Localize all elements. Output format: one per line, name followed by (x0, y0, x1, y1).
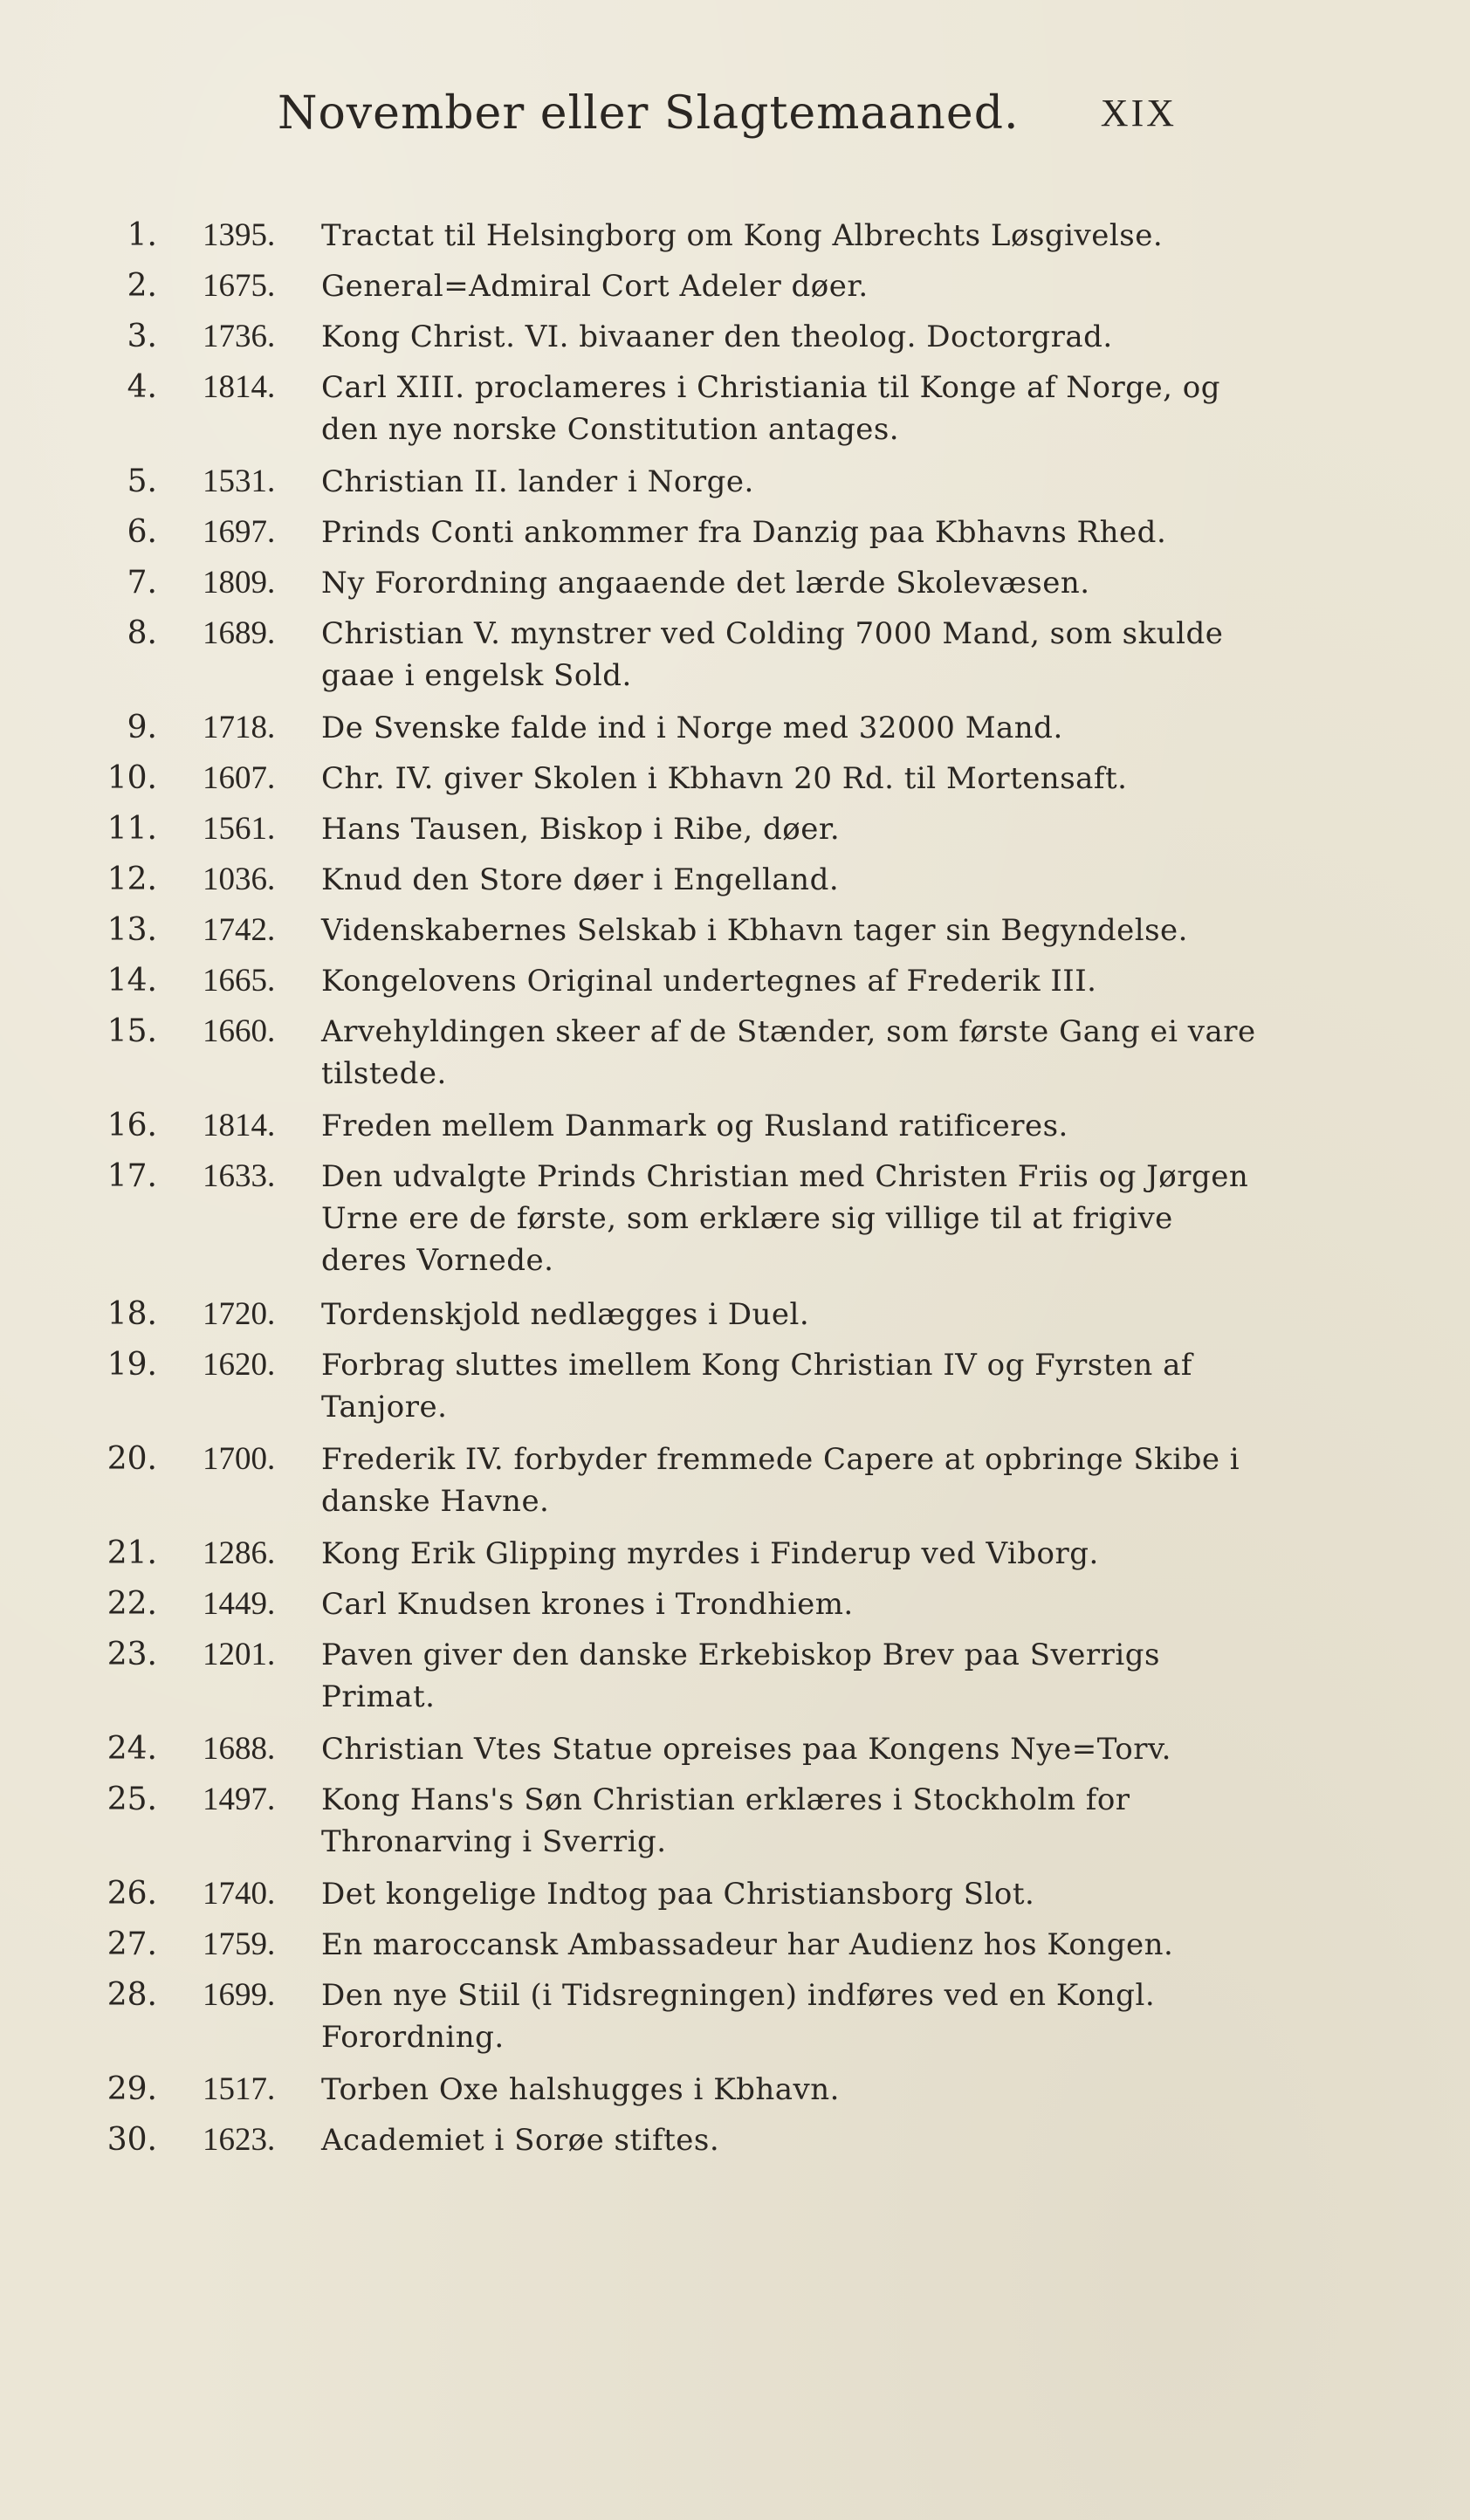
entry-text: Prinds Conti ankommer fra Danzig paa Kbhavns Rhed. (321, 515, 1167, 550)
entry-year: 1623. (203, 2122, 276, 2158)
entry-text: Kong Hans's Søn Christian erklæres i Stockholm for Thronarving i Sverrig. (321, 1782, 1130, 1859)
entry-day: 27. (106, 1926, 157, 1962)
entry-day: 10. (106, 760, 157, 796)
entry-year: 1449. (203, 1586, 276, 1622)
entry-day: 28. (106, 1977, 157, 2013)
entry-day: 22. (106, 1586, 157, 1622)
entry-day: 21. (106, 1535, 157, 1571)
entry-day: 2. (127, 268, 157, 304)
entry-day: 7. (127, 565, 157, 601)
entry-text: Frederik IV. forbyder fremmede Capere at opbringe Skibe i danske Havne. (321, 1442, 1240, 1519)
entry-year: 1620. (203, 1347, 276, 1383)
entry-year: 1531. (203, 463, 276, 499)
entry-day: 16. (106, 1108, 157, 1143)
entry-day: 18. (106, 1296, 157, 1332)
entry-text: Christian Vtes Statue opreises paa Kongens Nye=Torv. (321, 1732, 1171, 1767)
entry-year: 1517. (203, 2071, 276, 2107)
entry-day: 17. (106, 1158, 157, 1194)
entry-text: En maroccansk Ambassadeur har Audienz hos Kongen. (321, 1927, 1174, 1962)
entry-text: Knud den Store døer i Engelland. (321, 862, 840, 897)
entry-year: 1395. (203, 217, 276, 253)
entry-year: 1675. (203, 268, 276, 304)
entry-text: Tractat til Helsingborg om Kong Albrechts Løsgivelse. (321, 218, 1164, 253)
entry-text: Carl Knudsen krones i Trondhiem. (321, 1587, 854, 1622)
entry-text: Christian II. lander i Norge. (321, 464, 754, 499)
entry-year: 1720. (203, 1296, 276, 1332)
entry-year: 1286. (203, 1535, 276, 1571)
entry-year: 1607. (203, 760, 276, 796)
entry-text: Det kongelige Indtog paa Christiansborg Slot. (321, 1877, 1035, 1912)
entry-day: 26. (106, 1876, 157, 1912)
entry-year: 1660. (203, 1013, 276, 1049)
entry-day: 30. (106, 2122, 157, 2158)
entry-text: Forbrag sluttes imellem Kong Christian IV og Fyrsten af Tanjore. (321, 1348, 1192, 1425)
entry-text: Freden mellem Danmark og Rusland ratificeres. (321, 1109, 1068, 1143)
entry-text: Den nye Stiil (i Tidsregningen) indføres ved en Kongl. Forordning. (321, 1978, 1156, 2055)
entry-day: 4. (127, 369, 157, 405)
entry-day: 9. (127, 710, 157, 745)
entry-year: 1697. (203, 514, 276, 550)
entry-year: 1809. (203, 565, 276, 601)
entry-year: 1814. (203, 369, 276, 405)
entry-year: 1688. (203, 1731, 276, 1767)
entry-text: General=Admiral Cort Adeler døer. (321, 269, 869, 304)
entry-year: 1665. (203, 963, 276, 999)
entry-year: 1201. (203, 1637, 276, 1672)
entry-day: 23. (106, 1637, 157, 1672)
entry-day: 13. (106, 912, 157, 948)
entry-year: 1699. (203, 1977, 276, 2013)
entry-text: Hans Tausen, Biskop i Ribe, døer. (321, 812, 841, 847)
entry-year: 1736. (203, 319, 276, 354)
entry-day: 15. (106, 1013, 157, 1049)
entry-day: 5. (127, 463, 157, 499)
entry-year: 1036. (203, 862, 276, 897)
entry-year: 1633. (203, 1158, 276, 1194)
entry-year: 1689. (203, 615, 276, 651)
entry-text: Chr. IV. giver Skolen i Kbhavn 20 Rd. til Mortensaft. (321, 761, 1128, 796)
entry-text: Kong Erik Glipping myrdes i Finderup ved Viborg. (321, 1536, 1099, 1571)
entry-day: 29. (106, 2071, 157, 2107)
entry-year: 1740. (203, 1876, 276, 1912)
entry-text: Torben Oxe halshugges i Kbhavn. (321, 2072, 840, 2107)
entry-day: 20. (106, 1441, 157, 1477)
entry-day: 6. (127, 514, 157, 550)
entry-text: Paven giver den danske Erkebiskop Brev paa Sverrigs Primat. (321, 1638, 1160, 1714)
entry-day: 1. (127, 217, 157, 253)
entry-text: Ny Forordning angaaende det lærde Skolevæsen. (321, 566, 1090, 601)
entry-year: 1561. (203, 811, 276, 847)
entry-day: 14. (106, 963, 157, 999)
entry-text: Academiet i Sorøe stiftes. (321, 2123, 720, 2158)
entry-year: 1718. (203, 710, 276, 745)
entry-year: 1814. (203, 1108, 276, 1143)
page-title: November eller Slagtemaaned. (278, 87, 1020, 140)
entry-text: Den udvalgte Prinds Christian med Christen Friis og Jørgen Urne ere de første, som erklære sig villige til at frigive deres Vornede. (321, 1159, 1249, 1278)
entry-text: Kongelovens Original undertegnes af Frederik III. (321, 964, 1097, 999)
entry-year: 1700. (203, 1441, 276, 1477)
entry-day: 19. (106, 1347, 157, 1383)
entry-day: 25. (106, 1782, 157, 1817)
entry-day: 3. (127, 319, 157, 354)
entry-text: Videnskabernes Selskab i Kbhavn tager sin Begyndelse. (321, 913, 1188, 948)
entry-day: 12. (106, 862, 157, 897)
entry-text: Arvehyldingen skeer af de Stænder, som første Gang ei vare tilstede. (321, 1014, 1256, 1091)
page-number: XIX (1100, 92, 1177, 134)
page-header (278, 87, 1177, 157)
entry-text: Tordenskjold nedlægges i Duel. (321, 1297, 810, 1332)
entry-year: 1497. (203, 1782, 276, 1817)
entry-year: 1742. (203, 912, 276, 948)
entry-day: 8. (127, 615, 157, 651)
entry-text: De Svenske falde ind i Norge med 32000 Mand. (321, 711, 1063, 745)
entry-day: 11. (106, 811, 157, 847)
entry-text: Christian V. mynstrer ved Colding 7000 Mand, som skulde gaae i engelsk Sold. (321, 616, 1224, 693)
entry-text: Kong Christ. VI. bivaaner den theolog. Doctorgrad. (321, 319, 1113, 354)
entry-year: 1759. (203, 1926, 276, 1962)
entry-day: 24. (106, 1731, 157, 1767)
entry-text: Carl XIII. proclameres i Christiania til Konge af Norge, og den nye norske Constitution antages. (321, 370, 1220, 447)
